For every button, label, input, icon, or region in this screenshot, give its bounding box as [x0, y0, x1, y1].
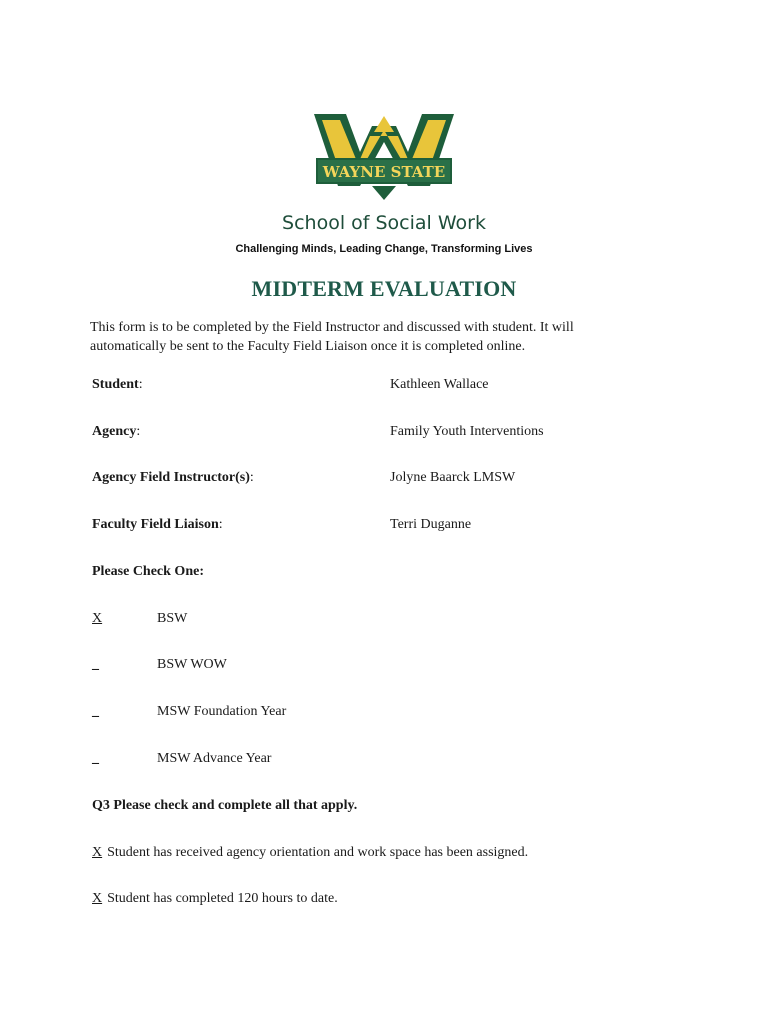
check-mark: _: [92, 704, 99, 719]
check-mark: _: [92, 751, 99, 766]
q3-item-orientation[interactable]: [92, 845, 528, 861]
school-name: School of Social Work: [282, 212, 486, 234]
option-msw-advance[interactable]: [92, 751, 272, 767]
q3-item-label: Student has received agency orientation and work space has been assigned.: [107, 845, 529, 860]
check-mark: X: [92, 845, 103, 860]
field-value: Family Youth Interventions: [390, 424, 544, 439]
option-label: MSW Foundation Year: [157, 704, 287, 719]
check-mark: X: [92, 891, 103, 906]
field-value: Jolyne Baarck LMSW: [390, 470, 516, 485]
field-liaison: Faculty Field Liaison: Terri Duganne: [92, 517, 472, 532]
field-label: Agency: [92, 424, 137, 439]
field-value: Kathleen Wallace: [390, 377, 489, 392]
tagline: Challenging Minds, Leading Change, Transforming Lives: [235, 243, 533, 255]
field-value: Terri Duganne: [390, 517, 472, 532]
q3-heading: Q3 Please check and complete all that apply.: [92, 798, 358, 813]
logo-text: WAYNE STATE: [322, 163, 446, 181]
check-mark: _: [92, 657, 99, 672]
field-label: Student: [92, 377, 139, 392]
q3-item-hours[interactable]: [92, 891, 338, 907]
field-student: Student: Kathleen Wallace: [92, 377, 489, 392]
check-mark: X: [92, 611, 103, 626]
option-label: MSW Advance Year: [157, 751, 272, 766]
field-instructor: Agency Field Instructor(s): Jolyne Baarck LMSW: [92, 470, 516, 485]
option-label: BSW: [157, 611, 188, 626]
check-one-heading: Please Check One:: [92, 564, 204, 579]
field-agency: Agency: Family Youth Interventions: [92, 424, 544, 439]
q3-item-label: Student has completed 120 hours to date.: [107, 891, 338, 906]
wayne-state-logo: [312, 112, 456, 202]
option-label: BSW WOW: [157, 657, 227, 672]
option-msw-foundation[interactable]: [92, 704, 287, 720]
intro-text: This form is to be completed by the Field Instructor and discussed with student. It will automatically be sent to the Faculty Field Liaison once it is completed online.: [90, 320, 574, 354]
option-bsw-wow[interactable]: [92, 657, 227, 673]
option-bsw[interactable]: [92, 611, 188, 627]
field-label: Agency Field Instructor(s): [92, 470, 250, 485]
page-title: MIDTERM EVALUATION: [251, 276, 517, 301]
field-label: Faculty Field Liaison: [92, 517, 219, 532]
